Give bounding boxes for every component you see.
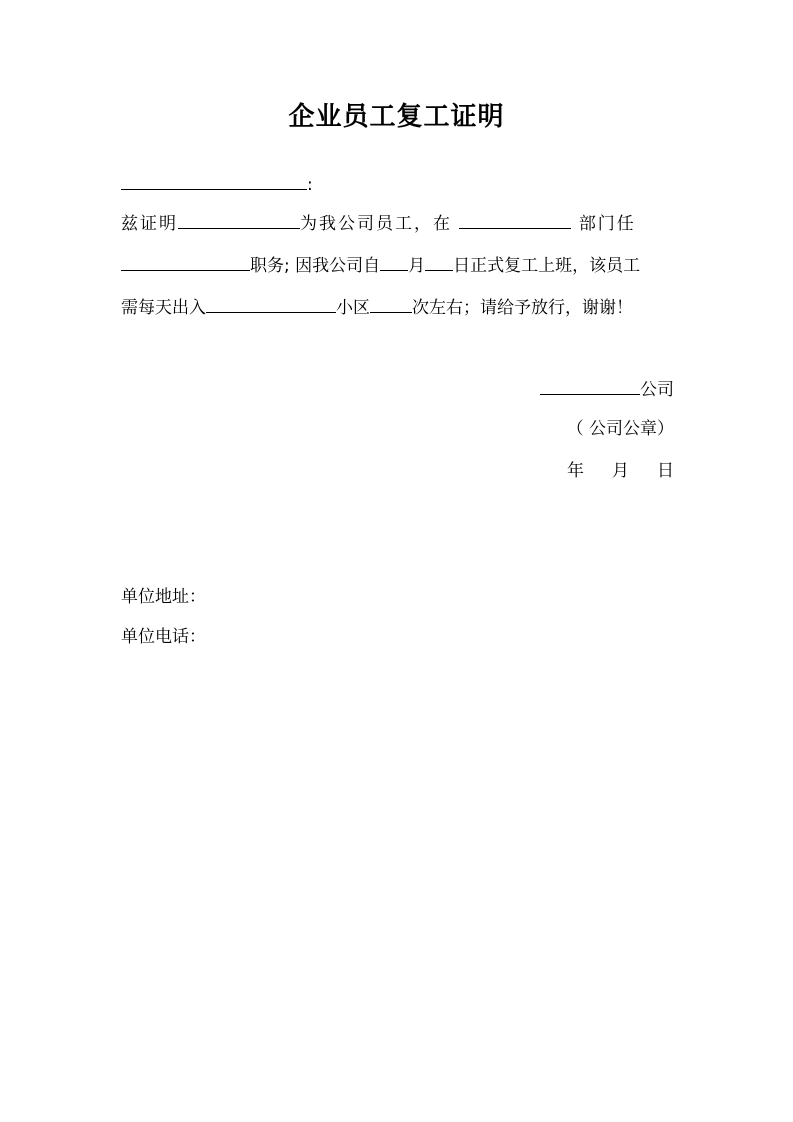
year-label: 年 <box>567 461 584 481</box>
day-blank[interactable] <box>425 253 453 271</box>
recipient-blank[interactable] <box>121 172 307 190</box>
body-text: 职务; 因我公司自 <box>250 256 381 276</box>
phone-label: 单位电话： <box>121 627 206 647</box>
company-name-line <box>540 377 674 401</box>
company-name-blank[interactable] <box>540 377 640 395</box>
body-line-2 <box>121 253 640 277</box>
body-line-1 <box>121 211 636 235</box>
date-line <box>567 460 674 482</box>
month-blank[interactable] <box>380 253 408 271</box>
salutation-colon: : <box>307 175 313 195</box>
body-text: 需每天出入 <box>121 298 206 318</box>
day-label: 日 <box>657 461 674 481</box>
body-text: 兹证明 <box>121 214 178 234</box>
document-title: 企业员工复工证明 <box>288 102 505 132</box>
body-text: 部门任 <box>578 214 636 234</box>
times-blank[interactable] <box>370 295 412 313</box>
body-text: 小区 <box>336 298 370 318</box>
body-line-3 <box>121 295 633 319</box>
community-blank[interactable] <box>206 295 336 313</box>
body-text: 次左右；请给予放行，谢谢！ <box>412 298 633 318</box>
company-seal-label: （ 公司公章） <box>566 419 674 439</box>
body-text: 为我公司员工，在 <box>300 214 452 234</box>
company-label: 公司 <box>640 380 674 400</box>
employee-name-blank[interactable] <box>178 211 300 229</box>
body-text: 月 <box>408 256 426 276</box>
salutation-line <box>121 172 313 196</box>
position-blank[interactable] <box>121 253 250 271</box>
month-label: 月 <box>612 461 629 481</box>
body-text: 日正式复工上班，该员工 <box>453 256 641 276</box>
address-label: 单位地址： <box>121 587 206 607</box>
department-blank[interactable] <box>459 211 571 229</box>
